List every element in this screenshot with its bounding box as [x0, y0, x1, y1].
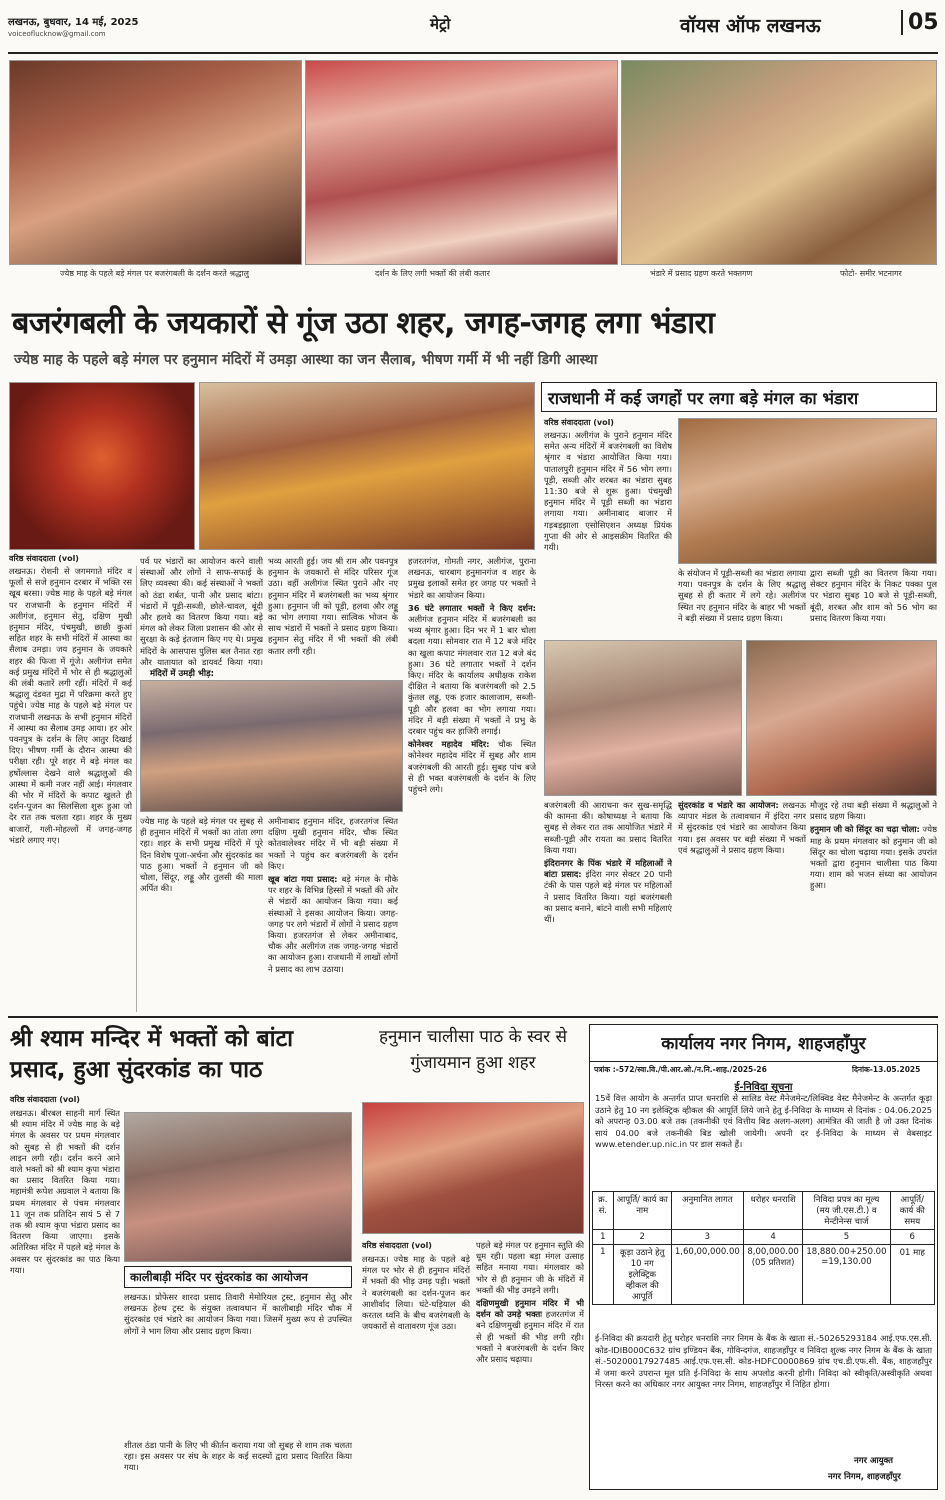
- photo-hanuman-idol: [9, 382, 195, 550]
- main-col-3: [268, 556, 398, 666]
- masthead-rule: [8, 52, 938, 54]
- notice-rule: [590, 1061, 937, 1062]
- main-col-2b: [140, 816, 263, 1012]
- cell-duration: 01 माह: [890, 1245, 935, 1305]
- dateline: लखनऊ, बुधवार, 14 मई, 2025: [8, 17, 139, 28]
- chalisa-subhead: दक्षिणमुखी हनुमान मंदिर में भी दर्शन को उमड़े भक्तः: [476, 1298, 584, 1320]
- sidebar-subhead-c: हनुमान जी को सिंदूर का चढ़ा चोला:: [810, 824, 920, 835]
- notice-footer: ई-निविदा की क्रयदारी हेतु धरोहर धनराशि नगर निगम के बैंक के खाता सं.-50265293184 आई.एफ.एस.सी. कोड-IDIB000C632 ग्रांच इण्डियन बैंक, गोविन्दगंज, शाहजहाँपुर व निविदा शुल्क नगर निगम के बैंक के खाता सं.-50200017927485 आई.एफ.एस.सी. कोड-HDFC0000869 ग्रांच एच.डी.एफ.सी. बैंक, शाहजहाँपुर में जमा करने उपरान्त मूल प्रति ई-निविदा के साथ अपलोड करनी होगी। निविदा को स्वीकृति/अस्वीकृति अथवा निरस्त करने का अधिकार नगर आयुक्त नगर निगम, शाहजहाँपुर में निहित होगा।: [595, 1333, 932, 1389]
- photo-sundarkand: [746, 640, 937, 796]
- main-byline: वरिष्ठ संवाददाता (vol): [9, 554, 79, 563]
- colnum: 3: [671, 1230, 743, 1245]
- photo-chalisa-path: [362, 1102, 584, 1234]
- chalisa-col-2-text: पहले बड़े मंगल पर हनुमान स्तुति की धूम रही। पहला बड़ा मंगल उत्साह सहित मनाया गया। मंगलवार को भोर से ही हनुमान जी के मंदिरों में भक्तों की भीड़ उमड़ने लगी।: [476, 1240, 584, 1295]
- cell-form-fee: 18,880.00+250.00 =19,130.00: [803, 1245, 890, 1305]
- main-col-2b-text: ज्येष्ठ माह के पहले बड़े मंगल पर सुबह से ही हनुमान मंदिरों में भक्तों का तांता लगा रहा। शहर के सभी प्रमुख मंदिरों में पूरे दिन विशेष पूजा-अर्चना और सुंदरकांड का पाठ हुआ। भक्तों ने हनुमान जी को चोला, सिंदूर, लड्डू और तुलसी की माला अर्पित की।: [140, 816, 263, 894]
- main-col-2-text: पर्व पर भंडारों का आयोजन करने वाली संस्थाओं और लोगों ने साफ-सफाई के लिए व्यवस्था की। कई संस्थाओं ने भक्तों को ठंडा शर्बत, पानी और प्रसाद बांटा। भंडारों में पूड़ी-सब्जी, छोले-चावल, बूंदी और हलवे का वितरण किया गया। बड़े मंगल को लेकर जिला प्रशासन की ओर से सुरक्षा के कड़े इंतजाम किए गए थे। प्रमुख मंदिरों के आसपास पुलिस बल तैनात रहा और यातायात को डायवर्ट किया गया।: [140, 556, 263, 666]
- chalisa-byline: वरिष्ठ संवाददाता (vol): [362, 1241, 432, 1250]
- notice-org: कार्यालय नगर निगम, शाहजहाँपुर: [661, 1034, 866, 1054]
- col3-subhead: खूब बांटा गया प्रसाद:: [268, 874, 338, 885]
- th-form-fee: निविदा प्रपत्र का मूल्य (मय जी.एस.टी.) व मेन्टीनेन्स चार्ज: [803, 1192, 890, 1230]
- chalisa-col-2b-text: हजरतगंज में बने दक्षिणमुखी हनुमान मंदिर में रात से ही भक्तों की भीड़ लगी रही। भक्तों ने बजरंगबली के दर्शन किए और प्रसाद चढ़ाया।: [476, 1309, 584, 1365]
- tender-colnum-row: [593, 1230, 935, 1245]
- shyam-col-1: [10, 1108, 120, 1490]
- th-earnest: धरोहर धनराशि: [743, 1192, 803, 1230]
- sidebar-col-a: [544, 800, 672, 1012]
- shyam-col-1-text: लखनऊ। बीरबल साहनी मार्ग स्थित श्री श्याम मंदिर में ज्येष्ठ माह के बड़े मंगल के अवसर पर प्रथम मंगलवार को सुबह से ही भक्तों की दर्शन लाइन लगी रही। दर्शन करने आने वाले भक्तों को श्री श्याम कृपा भंडारा का प्रसाद वितरित किया गया। महामंत्री रूपेश अग्रवाल ने बताया कि प्रथम मंगलवार से पंचम मंगलवार 11 जून तक प्रतिदिन सायं 5 से 7 तक श्री श्याम कृपा भंडारा प्रसाद का वितरण किया जाएगा। इसके अतिरिक्त मंदिर में पहले बड़े मंगल के अवसर पर सुंदरकांड का पाठ किया गया।: [10, 1108, 120, 1275]
- sidebar-byline: वरिष्ठ संवाददाता (vol): [544, 418, 614, 427]
- main-col-1: [9, 566, 132, 1012]
- sidebar-subhead-b: सुंदरकांड व भंडारे का आयोजन:: [678, 800, 779, 810]
- photo-queue: [305, 60, 618, 265]
- colnum: 6: [890, 1230, 935, 1245]
- main-col-4: [408, 556, 536, 1012]
- main-headline: बजरंगबली के जयकारों से गूंज उठा शहर, जगह-जगह लगा भंडारा: [12, 306, 715, 341]
- sidebar-subhead-a: इंदिरानगर के पिंक भंडारे में महिलाओं ने बांटा प्रसाद:: [544, 858, 672, 880]
- cell-earnest: 8,00,000.00 (05 प्रतिशत): [743, 1245, 803, 1305]
- photo-women-bhandara: [544, 640, 742, 796]
- sidebar-col-1-text: लखनऊ। अलीगंज के पुराने हनुमान मंदिर समेत अन्य मंदिरों में बजरंगबली का विशेष श्रृंगार व भंडारा आयोजित किया गया। पातालपुरी हनुमान मंदिर में 56 भोग लगा। पूड़ी, सब्जी और शरबत का भंडारा सुबह 11:30 बजे से शुरू हुआ। पंचमुखी हनुमान मंदिर में पूड़ी सब्जी का भंडारा लगाया गया। अमीनाबाद बाजार में गड़बड़झाला एसोसिएशन अध्यक्ष प्रियंक गुप्ता की ओर से आइसक्रीम वितरित की गयी।: [544, 430, 672, 553]
- photo-shyam-mandir: [124, 1112, 352, 1262]
- notice-sign-org: नगर निगम, शाहजहाँपुर: [828, 1472, 901, 1482]
- sidebar-headline-box: [541, 382, 937, 412]
- tender-notice: [589, 1024, 938, 1490]
- sidebar-col-a-text: बजरंगबली की आराधना कर सुख-समृद्धि की कामना की। कोषाध्यक्ष ने बताया कि सुबह से लेकर रात तक आयोजित भंडारे में सब्जी-पूड़ी और रायता का प्रसाद वितरित किया गया।: [544, 800, 672, 855]
- colnum: 5: [803, 1230, 890, 1245]
- caption-photo-3: भंडारे में प्रसाद ग्रहण करते भक्तगण: [650, 269, 753, 278]
- sidebar-headline: राजधानी में कई जगहों पर लगा बड़े मंगल का भंडारा: [548, 389, 859, 408]
- sidebar-col-3-text: द्वारा सब्जी पूड़ी का वितरण किया गया। सेक्टर हनुमान मंदिर के निकट पक्का पुल पर भंडारा सुबह 10 बजे से पूड़ी-सब्जी, बूंदी, शरबत और शाम को 56 भोग का प्रसाद वितरण किया गया।: [810, 568, 937, 623]
- main-col-3b-text: अमीनाबाद हनुमान मंदिर, हजरतगंज स्थित दक्षिण मुखी हनुमान मंदिर, चौक स्थित कोतवालेश्वर मंदिर में भी बड़ी संख्या में भक्तों ने पहुंच कर बजरंगबली के दर्शन किए।: [268, 816, 398, 871]
- chalisa-headline: हनुमान चालीसा पाठ के स्वर से गुंजायमान हुआ शहर: [378, 1027, 567, 1073]
- tender-header-row: [593, 1192, 935, 1230]
- section-rule: [8, 1016, 938, 1018]
- main-col-3c-text: बड़े मंगल के मौके पर शहर के विभिन्न हिस्सों में भक्तों की ओर से भंडारों का आयोजन किया गया। कई संस्थाओं ने इसका आयोजन किया। जगह-जगह पर लगे भंडारों में लोगों ने प्रसाद ग्रहण किया। हजरतगंज से लेकर अमीनाबाद, चौक और अलीगंज तक जगह-जगह भंडारों का आयोजन हुआ। राजधानी में लाखों लोगों ने प्रसाद का लाभ उठाया।: [268, 874, 398, 974]
- sidebar-col-b: [678, 800, 806, 1012]
- kalibari-title-box: [124, 1266, 352, 1288]
- sidebar-col-b-text: लखनऊ व्यापार मंडल के तत्वावधान में इंदिरा नगर में सुंदरकांड एवं भंडारे का आयोजन किया गया। इस अवसर पर बड़ी संख्या में भक्तों एवं श्रद्धालुओं ने प्रसाद ग्रहण किया।: [678, 800, 806, 855]
- section-label: मेट्रो: [430, 15, 451, 33]
- notice-ref: पत्रांक :-572/स्वा.वि./पी.आर.ओ./न.नि.-शाह./2025-26: [594, 1065, 767, 1074]
- photo-bhandara: [621, 60, 937, 265]
- colnum: 4: [743, 1230, 803, 1245]
- sidebar-col-3: [810, 568, 937, 636]
- shyam-byline: वरिष्ठ संवाददाता (vol): [10, 1095, 80, 1104]
- photo-bhandara-volunteers: [678, 418, 937, 564]
- shyam-bottom-note: [124, 1440, 352, 1490]
- sidebar-col-1: [544, 430, 672, 635]
- cell-serial: 1: [593, 1245, 614, 1305]
- main-col-3-text: भव्य आरती हुई। जय श्री राम और पवनपुत्र हनुमान के जयकारों से मंदिर परिसर गूंज उठा। वहीं अलीगंज स्थित पुराने और नए हनुमान मंदिर में बजरंगबली का भव्य श्रृंगार हुआ। हनुमान जी को पूड़ी, हलवा और लड्डू का भोग लगाया गया। सात्विक भोजन के साथ भंडारों में भक्तों ने प्रसाद ग्रहण किया। हनुमान सेतु मंदिर में भी भक्तों की लंबी कतार लगी रही।: [268, 556, 398, 656]
- colnum: 1: [593, 1230, 614, 1245]
- photo-devotees-darshan: [9, 60, 302, 265]
- sidebar-col-c-text: मौजूद रहे तथा बड़ी संख्या में श्रद्धालुओं ने प्रसाद ग्रहण किया।: [810, 800, 937, 822]
- kalibari-col: [124, 1292, 352, 1434]
- sidebar-col-a2-text: इंदिरा नगर सेक्टर 20 पानी टंकी के पास पहले बड़े मंगल पर महिलाओं ने प्रसाद वितरित किया। यहां बजरंगबली का प्रसाद बनाने, बांटने वाली सभी महिलाएं थीं।: [544, 869, 672, 925]
- colnum: 2: [613, 1230, 671, 1245]
- chalisa-col-1: [362, 1254, 470, 1490]
- main-col-4b-text: अलीगंज हनुमान मंदिर में बजरंगबली का भव्य श्रृंगार हुआ। दिन भर में 1 बार चोला बदला गया। सोमवार रात में 12 बजे मंदिर का खुला कपाट मंगलवार रात 12 बजे बंद हुआ। 36 घंटे लगातार भक्तों ने दर्शन किए। मंदिर के कार्यालय अधीक्षक राकेश दीक्षित ने बताया कि बजरंगबली को 2.5 कुंतल लड्डू, एक हजार कालाजाम, सब्जी-पूड़ी और हलवा का भोग लगाया गया। मंदिर में बड़ी संख्या में भक्तों ने प्रभु के दरबार पहुंच कर हाजिरी लगाई।: [408, 614, 536, 737]
- masthead: [8, 4, 938, 52]
- website: voiceoflucknow@gmail.com: [8, 30, 106, 38]
- main-col-2: [140, 556, 263, 666]
- photo-credit: फोटो- समीर भटनागर: [840, 269, 902, 278]
- kalibari-text: लखनऊ। प्रोफेसर शारदा प्रसाद तिवारी मेमोरियल ट्रस्ट, हनुमान सेतु और लखनऊ हेल्थ ट्रस्ट के संयुक्त तत्वावधान में कालीबाड़ी मंदिर चौक में सुंदरकांड एवं भंडारे का आयोजन किया गया। जिसमें मुख्य रूप से उपस्थित लोगों ने भाग लिया और प्रसाद ग्रहण किया।: [124, 1292, 352, 1336]
- chalisa-col-1-text: लखनऊ। ज्येष्ठ माह के पहले बड़े मंगल पर भोर से ही हनुमान मंदिरों में भक्तों की भीड़ उमड़ पड़ी। भक्तों ने बजरंगबली का दर्शन-पूजन कर आशीर्वाद लिया। घंटे-घड़ियाल की करतल ध्वनि के बीच बजरंगबली के जयकारों से वातावरण गूंज उठा।: [362, 1254, 470, 1332]
- shyam-bottom-text: शीतल ठंडा पानी के लिए भी कीर्तन कराया गया जो सुबह से शाम तक चलता रहा। इस अवसर पर संघ के शहर के कई सदस्यों द्वारा प्रसाद वितरित किया गया।: [124, 1440, 352, 1473]
- notice-title: ई-निविदा सूचना: [734, 1082, 793, 1093]
- main-subhead: ज्येष्ठ माह के पहले बड़े मंगल पर हनुमान मंदिरों में उमड़ा आस्था का जन सैलाब, भीषण गर्मी में भी नहीं डिगी आस्था: [14, 352, 598, 368]
- sidebar-col-c: [810, 800, 937, 1012]
- shyam-headline: श्री श्याम मन्दिर में भक्तों को बांटा प्रसाद, हुआ सुंदरकांड का पाठ: [10, 1026, 294, 1083]
- paper-name: वॉयस ऑफ लखनऊ: [680, 15, 821, 37]
- kalibari-title: कालीबाड़ी मंदिर पर सुंदरकांड का आयोजन: [130, 1270, 308, 1284]
- col-divider: [136, 566, 137, 1012]
- th-serial: क्र. सं.: [593, 1192, 614, 1230]
- th-cost: अनुमानित लागत: [671, 1192, 743, 1230]
- main-col-3b: [268, 816, 398, 1012]
- tender-table: [592, 1191, 935, 1305]
- sidebar-col-2-text: के संयोजन में पूड़ी-सब्जी का भंडारा लगाया गया। पवनपुत्र के दर्शन के लिए श्रद्धालु सुबह से ही कतार में लगे रहे। अलीगंज स्थित नए हनुमान मंदिर के बाहर भी भक्तों ने बड़ी संख्या में प्रसाद ग्रहण किया।: [678, 568, 806, 623]
- caption-photo-2: दर्शन के लिए लगी भक्तों की लंबी कतार: [375, 269, 490, 278]
- table-row: [593, 1245, 935, 1305]
- notice-sign-title: नगर आयुक्त: [854, 1456, 893, 1466]
- sidebar-col-c2-text: ज्येष्ठ माह के प्रथम मंगलवार को हनुमान जी को सिंदूर का चोला चढ़ाया गया। इसके उपरांत भक्तों द्वारा हनुमान चालीसा पाठ किया गया। शाम को भजन संध्या का आयोजन हुआ।: [810, 824, 937, 891]
- sidebar-col-2: [678, 568, 806, 636]
- cell-cost: 1,60,00,000.00: [671, 1245, 743, 1305]
- main-col-4c-text: चौक स्थित कोनेश्वर महादेव मंदिर में सुबह और शाम बजरंगबली की आरती हुई। सुबह पांच बजे से ही भक्त बजरंगबली के दर्शन के लिए पहुंचने लगे।: [408, 739, 536, 795]
- cell-work: कूड़ा उठाने हेतु 10 नग इलेक्ट्रिक व्हीकल की आपूर्ति: [613, 1245, 671, 1305]
- page-number: 05: [901, 10, 939, 35]
- main-col-1-text: लखनऊ। रोशनी से जगमगाते मंदिर व फूलों से सजे हनुमान दरबार में भक्ति रस खूब बरसा। ज्येष्ठ माह के पहले बड़े मंगल पर राजधानी के हनुमान मंदिरों में अलीगंज, हनुमान सेतु, दक्षिण मुखी हनुमान मंदिर, पंचमुखी, छाछी कुआं सहित शहर के सभी मंदिरों में आस्था का सैलाब उमड़ा। जय हनुमान के जयकारे शहर की फिजा में गूंजे। अलीगंज समेत कई प्रमुख मंदिरों में भोर से ही श्रद्धालुओं की लंबी कतारें लगी रहीं। मंदिरों में कई श्रद्धालु दंडवत मुद्रा में परिक्रमा करते हुए पहुंचे। ज्येष्ठ माह के पहले बड़े मंगल पर राजधानी लखनऊ के सभी हनुमान मंदिरों में आस्था का सैलाब उमड़ आया। हर ओर पवनपुत्र के दर्शन के लिए आतुर दिखाई दिए। भीषण गर्मी के दौरान आस्था की परीक्षा रही। पूरे शहर में बड़े मंगल का हर्षोल्लास देखने वाले श्रद्धालुओं की आस्था में कमी नजर नहीं आई। मंगलवार की भोर में मंदिरों के कपाट खुलते ही दर्शन-पूजन का सिलसिला शुरू हुआ जो देर रात तक चलता रहा। शहर के मुख्य बाजारों, गली-मोहल्लों में जगह-जगह भंडारे लगाए गए।: [9, 566, 132, 845]
- th-duration: आपूर्ति/ कार्य की समय: [890, 1192, 935, 1230]
- notice-body: 15वें वित्त आयोग के अन्तर्गत प्राप्त धनराशि से सालिड वेस्ट मैनेजमेन्ट/लिक्विड वेस्ट मैनेजमेन्ट के अन्तर्गत कूड़ा उठाने हेतु 10 नग इलेक्ट्रिक व्हीकल की आपूर्ति लिये जाने हेतु ई-निविदा के माध्यम से दिनांक : 04.06.2025 को अपरान्ह 03.00 बजे तक (तकनीकी एवं वित्तीय बिड अलग-अलग) आमंत्रित की जाती है जो उक्त दिनांक सायं 04.00 बजे तकनीकी बिड खोली जायेगी। अपनी दर ई-निविदा के माध्यम से वेबसाइट www.etender.up.nic.in पर डाल सकते हैं।: [595, 1093, 932, 1149]
- col4-subhead: 36 घंटे लगातार भक्तों ने किए दर्शन:: [408, 602, 536, 613]
- caption-photo-1: ज्येष्ठ माह के पहले बड़े मंगल पर बजरंगबली के दर्शन करते श्रद्धालु: [60, 269, 249, 278]
- notice-date: दिनांक-13.05.2025: [852, 1065, 921, 1074]
- photo-temple-crowd: [140, 680, 403, 812]
- th-work: आपूर्ति/ कार्य का नाम: [613, 1192, 671, 1230]
- box-title-crowd: मंदिरों में उमड़ी भीड़:: [150, 669, 215, 679]
- main-col-4-text: हजरतगंज, गोमती नगर, अलीगंज, पुराना लखनऊ, चारबाग हनुमानगंज व शहर के प्रमुख इलाकों समेत हर जगह पर भक्तों ने भंडारे का आयोजन किया।: [408, 556, 536, 600]
- col4-subhead-2: कोनेश्वर महादेव मंदिर:: [408, 739, 490, 750]
- photo-temple-aarti: [199, 382, 535, 550]
- chalisa-col-2: [476, 1240, 584, 1490]
